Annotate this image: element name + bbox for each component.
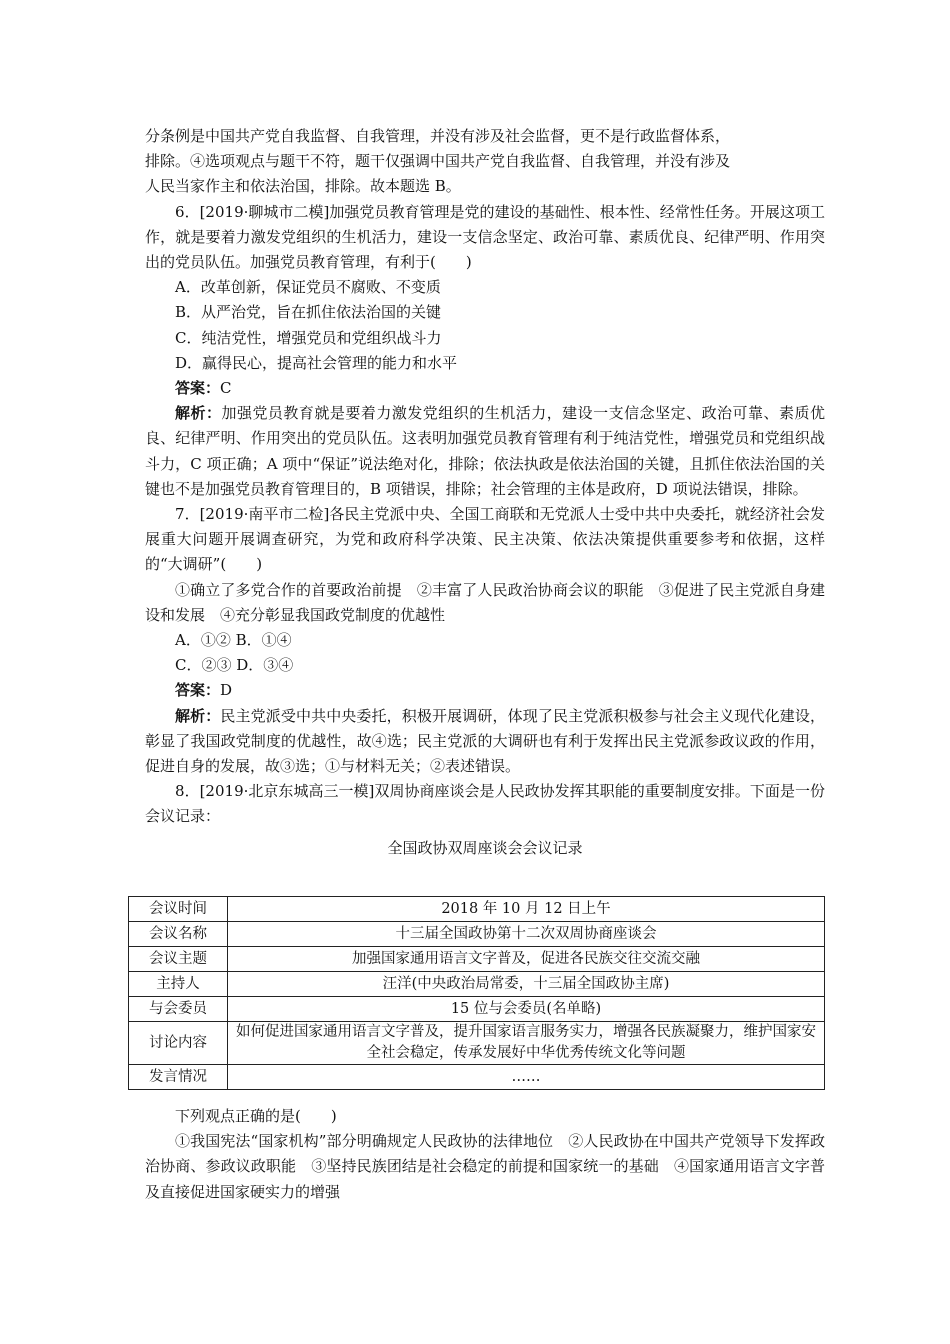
table-value: …… <box>228 1065 825 1090</box>
table-row <box>129 972 825 997</box>
intro-line: 人民当家作主和依法治国，排除。故本题选 B。 <box>145 177 461 196</box>
intro-line: 分条例是中国共产党自我监督、自我管理，并没有涉及社会监督，更不是行政监督体系， <box>145 127 731 145</box>
q6-analysis <box>145 401 825 502</box>
q8-followup <box>145 1104 825 1205</box>
table-row <box>129 1065 825 1090</box>
q6-option-b: B．从严治党，旨在抓住依法治国的关键 <box>175 303 442 322</box>
document-page <box>145 124 825 1201</box>
table-value: 汪洋(中央政治局常委，十三届全国政协主席) <box>228 972 825 997</box>
table-row <box>129 947 825 972</box>
q6-answer-value: C <box>220 379 232 398</box>
table-key: 会议主题 <box>129 947 228 972</box>
table-key: 与会委员 <box>129 997 228 1022</box>
q6-analysis-text: 加强党员教育就是要着力激发党组织的生机活力，建设一支信念坚定、政治可靠、素质优良、纪律严明、作用突出的党员队伍。这表明加强党员教育管理有利于纯洁党性，增强党员和党组织战斗力，C 项正确；A 项中“保证”说法绝对化，排除；依法执政是依法治国的关键，且抓住依法治国的关键也不是加强党员教育管理目的，B 项错误，排除；社会管理的主体是政府，D 项说法错误，排除。 <box>145 404 825 498</box>
table-value: 如何促进国家通用语言文字普及，提升国家语言服务实力，增强各民族凝聚力，维护国家安全社会稳定，传承发展好中华优秀传统文化等问题 <box>228 1022 825 1065</box>
q7-answer <box>145 678 825 703</box>
q7-analysis-label: 解析： <box>175 706 221 725</box>
q6-analysis-label: 解析： <box>175 404 222 423</box>
q7-option-cd: C．②③ D．③④ <box>175 656 294 675</box>
q6-option-c: C．纯洁党性，增强党员和党组织战斗力 <box>175 328 442 347</box>
table-key: 会议名称 <box>129 922 228 947</box>
intro-line: 排除。④选项观点与题干不符，题干仅强调中国共产党自我监督、自我管理，并没有涉及 <box>145 152 731 171</box>
q7-stem: 7．[2019·南平市二检]各民主党派中央、全国工商联和无党派人士受中共中央委托，就经济社会发展重大问题开展调查研究，为党和政府科学决策、民主决策、依法决策提供重要参考和依据，这样的“大调研”( ) <box>145 505 825 574</box>
table-value: 15 位与会委员(名单略) <box>228 997 825 1022</box>
q7-analysis <box>145 704 825 780</box>
q7-answer-value: D <box>220 681 233 700</box>
q6-answer <box>145 376 825 401</box>
table-value: 十三届全国政协第十二次双周协商座谈会 <box>228 922 825 947</box>
q8-statements: ①我国宪法“国家机构”部分明确规定人民政协的法律地位 ②人民政协在中国共产党领导下发挥政治协商、参政议政职能 ③坚持民族团结是社会稳定的前提和国家统一的基础 ④国家通用语言文字普及直接促进国家硬实力的增强 <box>145 1132 825 1201</box>
q8-question: 下列观点正确的是( ) <box>175 1107 337 1125</box>
table-key: 讨论内容 <box>129 1022 228 1065</box>
table-title: 全国政协双周座谈会会议记录 <box>387 838 583 857</box>
q6-stem: 6．[2019·聊城市二模]加强党员教育管理是党的建设的基础性、根本性、经常性任务。开展这项工作，就是要着力激发党组织的生机活力，建设一支信念坚定、政治可靠、素质优良、纪律严明、作用突出的党员队伍。加强党员教育管理，有利于( ) <box>145 202 825 272</box>
q6-option-a: A．改革创新，保证党员不腐败、不变质 <box>175 278 441 297</box>
table-row <box>129 1022 825 1065</box>
q7-statements: ①确立了多党合作的首要政治前提 ②丰富了人民政治协商会议的职能 ③促进了民主党派自身建设和发展 ④充分彰显我国政党制度的优越性 <box>145 580 825 624</box>
q6-answer-label: 答案： <box>175 379 221 398</box>
q7-analysis-text: 民主党派受中共中央委托，积极开展调研，体现了民主党派积极参与社会主义现代化建设，彰显了我国政党制度的优越性，故④选；民主党派的大调研也有利于发挥出民主党派参政议政的作用，促进自身的发展，故③选；①与材料无关；②表述错误。 <box>145 706 825 776</box>
table-row <box>129 922 825 947</box>
table-row <box>129 997 825 1022</box>
table-value: 加强国家通用语言文字普及，促进各民族交往交流交融 <box>228 947 825 972</box>
meeting-record-table <box>128 896 825 1090</box>
table-key: 会议时间 <box>129 897 228 922</box>
q6-option-d: D．赢得民心，提高社会管理的能力和水平 <box>175 353 458 372</box>
table-key: 主持人 <box>129 972 228 997</box>
q8-stem: 8．[2019·北京东城高三一模]双周协商座谈会是人民政协发挥其职能的重要制度安排。下面是一份会议记录： <box>145 782 825 826</box>
table-key: 发言情况 <box>129 1065 228 1090</box>
q7-answer-label: 答案： <box>175 681 221 700</box>
q7-option-ab: A．①② B．①④ <box>175 631 292 650</box>
table-row <box>129 897 825 922</box>
table-value: 2018 年 10 月 12 日上午 <box>228 897 825 922</box>
